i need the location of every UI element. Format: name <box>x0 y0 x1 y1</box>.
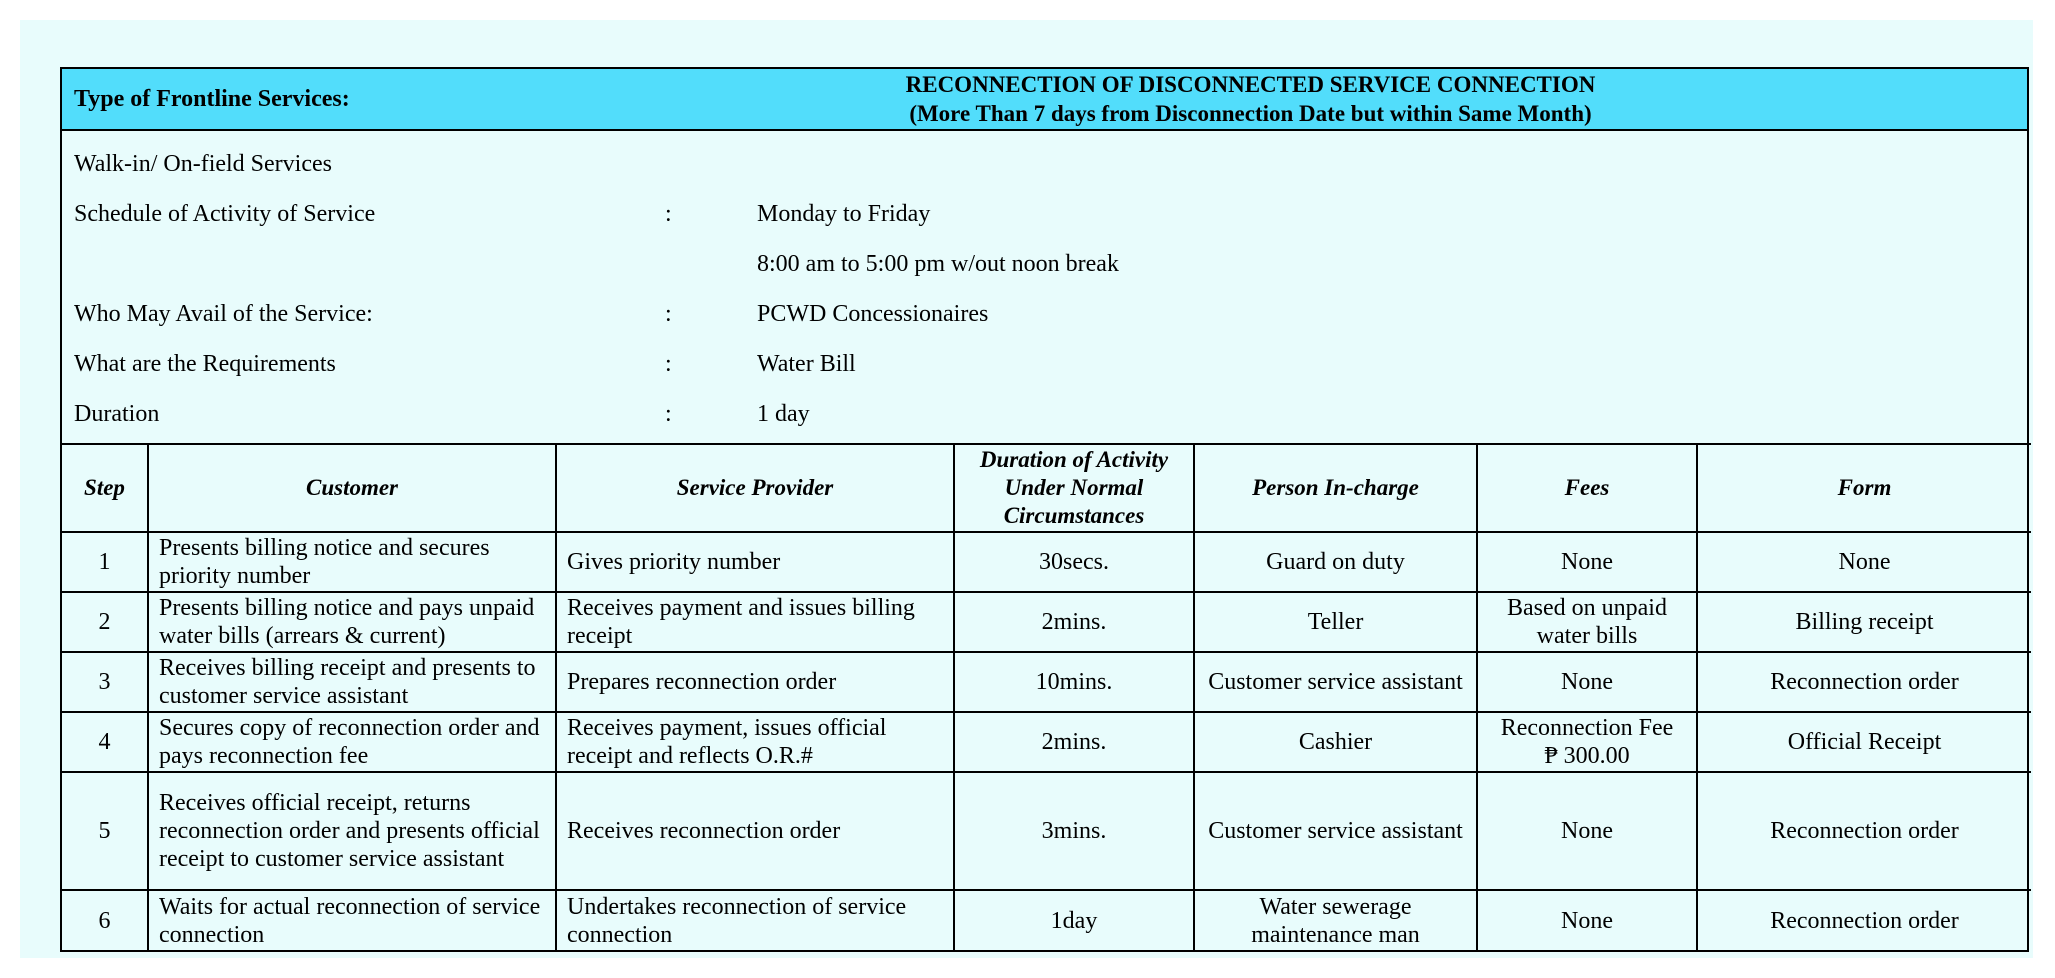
steps-table <box>62 443 2031 950</box>
who-label: Who May Avail of the Service: <box>74 300 373 327</box>
cell-form: Billing receipt <box>1697 592 2031 652</box>
cell-fees: None <box>1477 532 1697 592</box>
cell-provider: Receives payment, issues official receipt and reflects O.R.# <box>556 712 954 772</box>
col-header-fees: Fees <box>1477 444 1697 532</box>
duration-value: 1 day <box>757 400 810 427</box>
table-row <box>62 532 2031 592</box>
schedule-hours: 8:00 am to 5:00 pm w/out noon break <box>757 250 1119 277</box>
fee-label: Reconnection Fee <box>1500 715 1674 741</box>
cell-duration: 30secs. <box>954 532 1194 592</box>
table-row <box>62 712 2031 772</box>
cell-form: None <box>1697 532 2031 592</box>
col-header-duration: Duration of Activity Under Normal Circumstances <box>954 444 1194 532</box>
schedule-label: Schedule of Activity of Service <box>74 200 376 227</box>
cell-person: Cashier <box>1194 712 1477 772</box>
fee-amount: ₱ 300.00 <box>1544 743 1630 769</box>
colon: : <box>665 350 672 377</box>
col-header-step: Step <box>62 444 148 532</box>
requirements-value: Water Bill <box>757 350 856 377</box>
service-charter-frame <box>60 67 2029 952</box>
cell-person: Teller <box>1194 592 1477 652</box>
requirements-label: What are the Requirements <box>74 350 336 377</box>
table-row <box>62 890 2031 950</box>
cell-step: 2 <box>62 592 148 652</box>
cell-provider: Receives reconnection order <box>556 772 954 890</box>
cell-person: Customer service assistant <box>1194 772 1477 890</box>
cell-fees: None <box>1477 652 1697 712</box>
cell-duration: 2mins. <box>954 712 1194 772</box>
cell-fees: None <box>1477 890 1697 950</box>
cell-provider: Gives priority number <box>556 532 954 592</box>
cell-provider: Receives payment and issues billing receipt <box>556 592 954 652</box>
col-header-person: Person In-charge <box>1194 444 1477 532</box>
cell-form: Reconnection order <box>1697 890 2031 950</box>
service-type-label: Type of Frontline Services: <box>74 85 350 112</box>
table-row <box>62 772 2031 890</box>
cell-provider: Undertakes reconnection of service connection <box>556 890 954 950</box>
service-title-line1: RECONNECTION OF DISCONNECTED SERVICE CONNECTION <box>905 72 1596 97</box>
cell-step: 6 <box>62 890 148 950</box>
cell-form: Reconnection order <box>1697 772 2031 890</box>
cell-step: 4 <box>62 712 148 772</box>
cell-duration: 2mins. <box>954 592 1194 652</box>
cell-customer: Secures copy of reconnection order and pays reconnection fee <box>148 712 556 772</box>
col-header-customer: Customer <box>148 444 556 532</box>
colon: : <box>665 300 672 327</box>
cell-duration: 3mins. <box>954 772 1194 890</box>
cell-duration: 1day <box>954 890 1194 950</box>
cell-step: 3 <box>62 652 148 712</box>
info-row-duration <box>62 389 2027 439</box>
duration-label: Duration <box>74 400 160 427</box>
colon: : <box>665 200 672 227</box>
col-header-provider: Service Provider <box>556 444 954 532</box>
service-title-line2: (More Than 7 days from Disconnection Date but within Same Month) <box>909 101 1592 126</box>
cell-customer: Presents billing notice and pays unpaid water bills (arrears & current) <box>148 592 556 652</box>
info-row-who <box>62 289 2027 339</box>
cell-customer: Receives billing receipt and presents to customer service assistant <box>148 652 556 712</box>
cell-form: Reconnection order <box>1697 652 2031 712</box>
cell-person: Water sewerage maintenance man <box>1194 890 1477 950</box>
cell-person: Guard on duty <box>1194 532 1477 592</box>
info-row-schedule <box>62 189 2027 239</box>
cell-customer: Receives official receipt, returns reconnection order and presents official receipt to customer service assistant <box>148 772 556 890</box>
colon: : <box>665 400 672 427</box>
info-row-service-type <box>62 139 2027 189</box>
schedule-days: Monday to Friday <box>757 200 931 227</box>
cell-person: Customer service assistant <box>1194 652 1477 712</box>
service-title <box>634 70 2027 128</box>
cell-customer: Presents billing notice and secures priority number <box>148 532 556 592</box>
cell-step: 1 <box>62 532 148 592</box>
cell-customer: Waits for actual reconnection of service connection <box>148 890 556 950</box>
info-row-schedule-hours <box>62 239 2027 289</box>
cell-provider: Prepares reconnection order <box>556 652 954 712</box>
cell-duration: 10mins. <box>954 652 1194 712</box>
table-row <box>62 652 2031 712</box>
service-type-value: Walk-in/ On-field Services <box>74 150 332 177</box>
who-value: PCWD Concessionaires <box>757 300 989 327</box>
cell-form: Official Receipt <box>1697 712 2031 772</box>
table-row <box>62 592 2031 652</box>
table-header-row <box>62 444 2031 532</box>
service-info <box>62 131 2027 443</box>
service-header <box>62 69 2027 131</box>
cell-fees <box>1477 712 1697 772</box>
info-row-requirements <box>62 339 2027 389</box>
col-header-form: Form <box>1697 444 2031 532</box>
cell-fees: None <box>1477 772 1697 890</box>
document-page <box>20 20 2033 958</box>
cell-fees: Based on unpaid water bills <box>1477 592 1697 652</box>
cell-step: 5 <box>62 772 148 890</box>
